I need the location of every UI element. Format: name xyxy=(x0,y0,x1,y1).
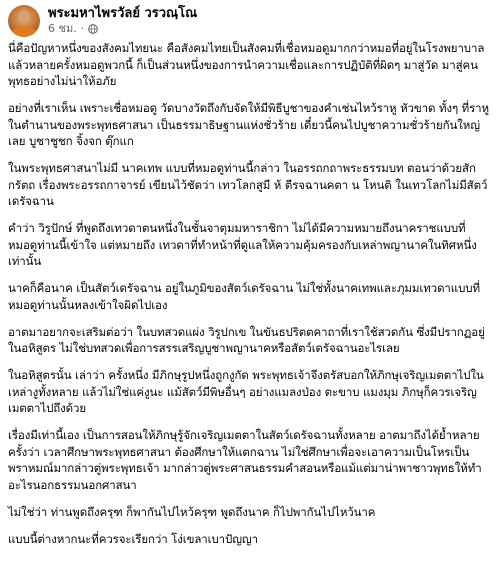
post-paragraph: อย่างที่เราเห็น เพราะเชื่อหมอดู วัดบางวัดถึงกับจัดให้มีพิธีบูชาของคำเช่นไหว้ราหู หัวขาด ทั้งๆ ที่ราหูในตำนานของพระพุทธศาสนา เป็นธรรมาธิษฐานแห่งชั่วร้าย เดี๋ยวนี้คนไปบูชาความชั่วร้ายกันใหญ่เลย บูชาชูชก จิ้งจก ตุ๊กแก xyxy=(8,101,489,148)
post-content xyxy=(8,40,492,547)
author-avatar[interactable] xyxy=(8,5,40,37)
post-paragraph: นาคก็คือนาค เป็นสัตว์เดรัจฉาน อยู่ในภูมิของสัตว์เดรัจฉาน ไม่ใช่ทั้งนาคเทพและภุมมเทวดาแบบที่หมอดูท่านนั้นหลงเข้าใจผิดไปเอง xyxy=(8,281,480,312)
post-paragraph: แบบนี้ต่างหากนะที่ควรจะเรียกว่า โง่เขลาเบาปัญญา xyxy=(8,531,258,546)
post-meta xyxy=(48,6,197,36)
post-paragraph: เรื่องมีเท่านี้เอง เป็นการสอนให้ภิกษุรู้จักเจริญเมตตาในสัตว์เดรัจฉานทั้งหลาย อาตมาถึงได้ย้ำหลายครั้งว่า เวลาศึกษาพระพุทธศาสนา ต้องศึกษาให้แตกฉาน ไม่ใช่ศึกษาเพื่อจะเอาความเป็นโหรเป็นพราหมณ์มากล่าวตู่พระพุทธเจ้า มากล่าวตู่พระศาสนธรรมคำสอนหรือแม้แต่มาน่าพาชาวพุทธให้ทำอะไรนอกธรรมนอกศาสนา xyxy=(8,428,482,492)
post-paragraph: ไม่ใช่ว่า ท่านพูดถึงครุฑ ก็พากันไปไหว้ครุฑ พูดถึงนาค ก็ไปพากันไปไหว้นาค xyxy=(8,504,376,519)
author-name[interactable]: พระมหาไพรวัลย์ วรวณฺโณ xyxy=(48,6,198,21)
avatar-head xyxy=(18,10,30,23)
avatar-robe xyxy=(11,27,37,37)
post-paragraph: ในอหิสูตรนั้น เล่าว่า ครั้งหนึ่ง มีภิกษุรูปหนึ่งถูกงูกัด พระพุทธเจ้าจึงตรัสบอกให้ภิกษุเจริญเมตตาไปในเหล่างูทั้งหลาย แล้วไม่ใช่แค่งูนะ แม้สัตว์มีพิษอื่นๆ อย่างแมลงป่อง ตะขาบ แมงมุม ภิกษุก็ควรเจริญเมตตาไปถึงด้วย xyxy=(8,368,484,415)
post-subline xyxy=(48,22,197,36)
post-timestamp[interactable]: 6 ชม. xyxy=(48,22,77,35)
post-header xyxy=(8,0,492,40)
globe-icon xyxy=(88,24,98,34)
post-paragraph: คำว่า วิรูปักษ์ ที่พูดถึงเทวดาตนหนึ่งในชั้นจาตุมมหาราชิกา ไม่ได้มีความหมายถึงนาคราชแบบที่หมอดูท่านนี้เข้าใจ แต่หมายถึง เทวดาที่ทำหน้าที่ดูแลให้ความคุ้มครองกับเหล่าพญานาคในทิศหนึ่งเท่านั้น xyxy=(8,221,477,268)
post-paragraph: ในพระพุทธศาสนาไม่มี นาคเทพ แบบที่หมอดูท่านนี้กล่าว ในอรรถกถาพระธรรมบท ตอนว่าด้วยสักกรัตถ เรื่องพระอรรถกาจารย์ เขียนไว้ชัดว่า เทวโลกสูมี ห้ ตีรจฉานคตา น โหนติ ในเทวโลกไม่มีสัตว์เดรัจฉาน xyxy=(8,161,488,208)
post-paragraph: นี่คือปัญหาหนึ่งของสังคมไทยนะ คือสังคมไทยเป็นสังคมที่เชื่อหมอดูมากกว่าหมอที่อยู่ในโรงพยาบาล แล้วหลายครั้งหมอดูพวกนี้ ก็เป็นส่วนหนึ่งของการนำความเชื่อและการปฏิบัติที่ผิดๆ มาสู่วัด มาสู่คนพุทธอย่างไม่น่าให้อภัย xyxy=(8,41,485,88)
meta-separator: · xyxy=(80,22,85,35)
post-paragraph: อาตมาอยากจะเสริมต่อว่า ในบทสวดแผ่ง วิรูปกเข ในขันธปริตตคาถาที่เราใช้สวดกัน ซึ่งมีปรากฏอยู่ในอหิสูตร ไม่ใช่บทสวดเพื่อการสรรเสริญบูชาพญานาคหรือสัตว์เดรัจฉานอะไรเลย xyxy=(8,324,485,355)
